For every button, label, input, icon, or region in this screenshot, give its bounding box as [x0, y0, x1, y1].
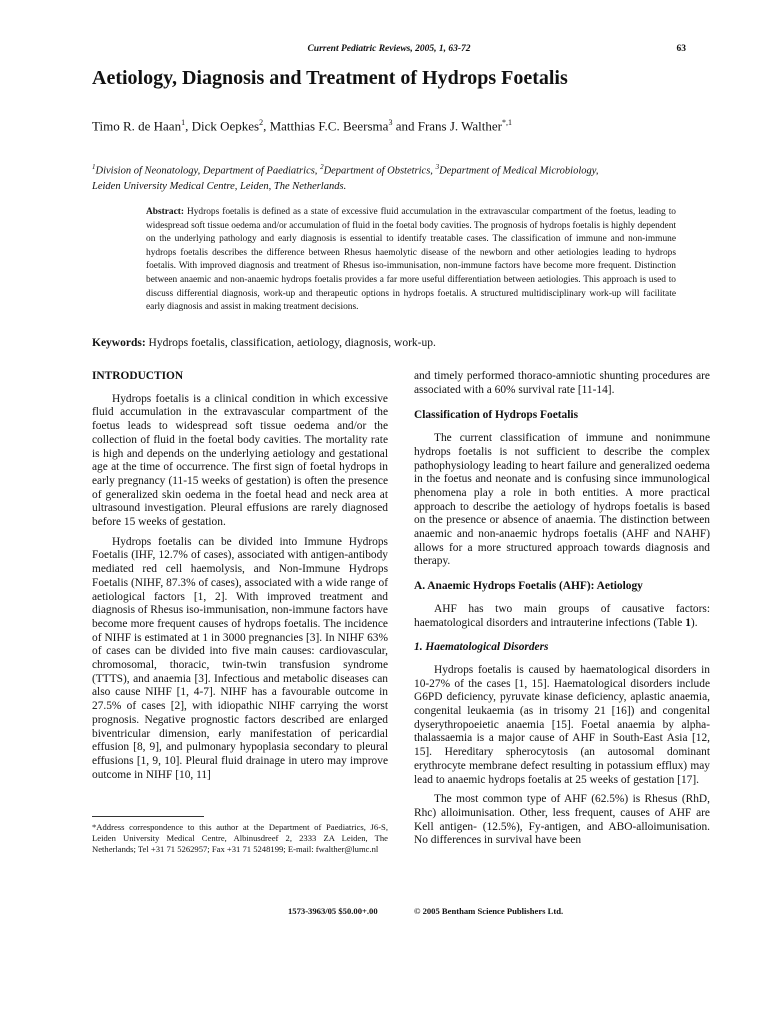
table-reference-link[interactable]: 1 [685, 616, 691, 629]
author-name: Matthias F.C. Beersma [269, 118, 389, 134]
affiliation-text: Department of Obstetrics, [323, 165, 436, 177]
ahf-text: AHF has two main groups of causative factors: haematological disorders and intrauterine infections (Table [414, 602, 710, 629]
article-title: Aetiology, Diagnosis and Treatment of Hydrops Foetalis [92, 67, 568, 89]
author-affiliation-mark: 3 [388, 118, 393, 127]
body-paragraph: The most common type of AHF (62.5%) is Rhesus (RhD, Rhc) alloimunisation. Other, less frequent, causes of AHF are Kell antigen- (12.5%), Fy-antigen, and ABO-alloimunisation. No differences in survival have been [414, 793, 710, 847]
subsection-heading-haematological: 1. Haematological Disorders [414, 641, 549, 654]
affiliation-mark: 3 [435, 163, 440, 171]
ahf-text-end: ). [690, 616, 698, 629]
left-column [92, 370, 388, 788]
body-paragraph: Hydrops foetalis is a clinical condition in which excessive fluid accumulation in the extravascular compartment of the foetus leads to widespread soft tissue oedema and/or the collection of fluid in the foetal body cavities. The mortality rate is high and depends on the underlying aetiology and gestational age at the time of occurrence. The first sign of foetal hydrops in early pregnancy (11-15 weeks of gestation) is often the presence of generalized skin oedema in the foetal head and neck area at ultrasound investigation. Pleural effusions are rarely diagnosed before 15 weeks of gestation. [92, 392, 388, 529]
author-separator: , [185, 118, 192, 134]
body-paragraph: The current classification of immune and nonimmune hydrops foetalis is not sufficient to describe the complex pathophysiology leading to heart failure and generalized oedema in the foetus and neonate and is confusing since immunological phenomena play a role in both entities. A more practical approach to describe the aetiology of hydrops foetalis is based on the presence or absence of anaemia. The distinction between anaemic and non-anaemic hydrops foetalis (AHF and NAHF) allows for a more structured approach towards diagnosis and therapy. [414, 432, 710, 568]
author-name: Timo R. de Haan [92, 118, 182, 134]
affiliations [92, 160, 692, 194]
affiliation-mark: 2 [320, 163, 324, 171]
author-affiliation-mark: *,1 [502, 118, 513, 127]
author-list [92, 114, 692, 135]
author-separator: , [263, 118, 270, 134]
keywords [92, 336, 682, 351]
copyright-notice: © 2005 Bentham Science Publishers Ltd. [414, 906, 564, 916]
author-name: Dick Oepkes [191, 118, 260, 134]
correspondence-footnote: *Address correspondence to this author at the Department of Paediatrics, J6-S, Leiden University Medical Centre, Albinusdreef 2, 2333 ZA Leiden, The Netherlands; Tel +31 71 5262957; Fax +31 71 5248199; E-mail: fwalther@lumc.nl [92, 822, 388, 854]
keywords-text: Hydrops foetalis, classification, aetiology, diagnosis, work-up. [148, 337, 436, 349]
keywords-label: Keywords: [92, 337, 146, 349]
section-heading-classification: Classification of Hydrops Foetalis [414, 409, 579, 422]
affiliation-text: Division of Neonatology, Department of Paediatrics, [95, 165, 321, 177]
author-separator: and [392, 118, 418, 134]
abstract-label: Abstract: [146, 207, 185, 217]
issn-price: 1573-3963/05 $50.00+.00 [288, 906, 378, 916]
running-head [92, 44, 686, 60]
page-footer [92, 906, 682, 920]
subsection-heading-ahf: A. Anaemic Hydrops Foetalis (AHF): Aetiology [414, 580, 643, 593]
author-name: Frans J. Walther [417, 118, 503, 134]
affiliation-mark: 1 [92, 163, 96, 171]
affiliation-institution: Leiden University Medical Centre, Leiden, The Netherlands. [92, 180, 347, 192]
right-column [414, 370, 710, 854]
affiliation-text: Department of Medical Microbiology, [439, 165, 599, 177]
author-affiliation-mark: 1 [181, 118, 186, 127]
abstract [146, 206, 676, 315]
journal-citation: Current Pediatric Reviews, 2005, 1, 63-72 [307, 44, 471, 54]
author-affiliation-mark: 2 [259, 118, 264, 127]
body-paragraph: Hydrops foetalis can be divided into Immune Hydrops Foetalis (IHF, 12.7% of cases), associated with antigen-antibody mediated red cell haemolysis, and Non-Immune Hydrops Foetalis (NIHF, 87.3% of cases), associated with a wide range of aetiological factors [1, 2]. With improved treatment and diagnosis of Rhesus iso-immunisation, non-immune factors have become more frequent causes of hydrops foetalis. The incidence of NIHF is estimated at 1 in 3000 pregnancies [3]. In NIHF 63% of cases can be divided into five main causes: cardiovascular, chromosomal, thoracic, twin-twin transfusion syndrome (TTTS), and anaemia [3]. Infectious and metabolic diseases can also cause NIHF [1, 4-7]. NIHF has a favourable outcome in 27.5% of cases [2], with idiopathic NIHF carrying the worst prognosis. Negative prognostic factors described are enlarged biventricular dimension, early manifestation of pericardial effusion [8, 9], and pulmonary hypoplasia secondary to pleural effusions [1, 9, 10]. Pleural fluid drainage in utero may improve outcome in NIHF [10, 11] [92, 535, 388, 781]
body-paragraph: Hydrops foetalis is caused by haematological disorders in 10-27% of the cases [1, 15]. Haematological disorders include G6PD deficiency, pyruvate kinase deficiency, aplastic anaemia, congenital leukaemia (as in trisomy 21 [16]) and congenital dyserythropoeietic anaemia [15]. Foetal anaemia by alpha-thalassaemia is a major cause of AHF in South-East Asia [12, 15]. Hereditary spherocytosis (an autosomal dominant erythrocyte membrane defect resulting in potassium efflux) may lead to anaemic hydrops foetalis at 25 weeks of gestation [17]. [414, 663, 710, 786]
page-number: 63 [676, 44, 686, 54]
abstract-text: Hydrops foetalis is defined as a state of excessive fluid accumulation in the extravascular compartment of the foetus, leading to widespread soft tissue oedema and/or accumulation of fluid in the foetal body cavities. The prognosis of hydrops foetalis is highly dependent on the underlying pathology and early diagnosis is essential to identify treatable cases. The classification of immune and non-immune hydrops foetalis describes the difference between Rhesus haemolytic disease of the newborn and other aetiologies leading to hydrops foetalis. With improved diagnosis and treatment of Rhesus iso-immunisation, non-immune factors have become more frequent. Distinction between anaemic and non-anaemic hydrops foetalis provides a far more useful differentiation between aetiologies. This approach is used to discuss differential diagnosis, work-up and therapeutic options in hydrops foetalis. A structured multidisciplinary work-up will facilitate early diagnosis and assist in making treatment decisions. [146, 207, 676, 313]
footnote-rule [92, 816, 204, 817]
body-paragraph-continued: and timely performed thoraco-amniotic shunting procedures are associated with a 60% survival rate [11-14]. [414, 370, 710, 396]
body-paragraph [414, 603, 710, 630]
section-heading-introduction: INTRODUCTION [92, 370, 184, 382]
